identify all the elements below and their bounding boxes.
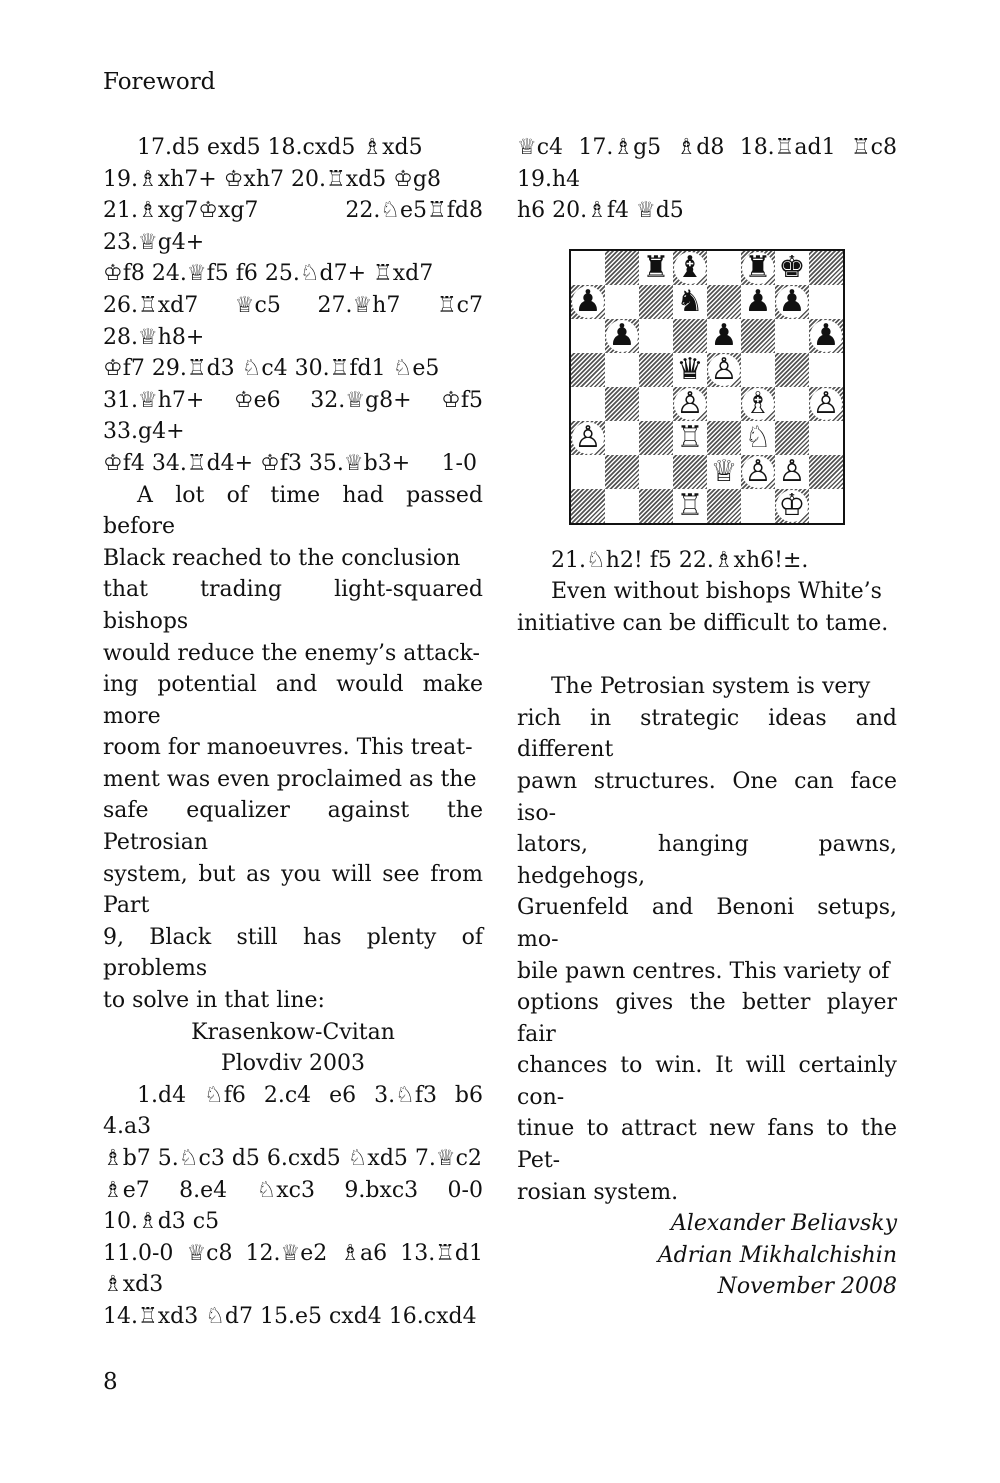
chess-piece: ♙ — [810, 388, 842, 420]
square-g2 — [775, 455, 809, 489]
square-h8 — [809, 251, 843, 285]
square-g6 — [775, 319, 809, 353]
paragraph-line: rich in strategic ideas and different — [517, 705, 897, 763]
move-line: ♔f4 34.♖d4+ ♔f3 35.♕b3+ — [103, 450, 411, 476]
square-e8 — [707, 251, 741, 285]
chess-piece: ♙ — [572, 422, 604, 454]
chess-piece: ♗ — [742, 388, 774, 420]
chess-piece: ♟ — [776, 286, 808, 318]
move-line: 11.0-0 ♕c8 12.♕e2 ♗a6 13.♖d1 ♗xd3 — [103, 1240, 483, 1298]
game-players: Krasenkow-Cvitan — [191, 1019, 395, 1045]
square-a8 — [571, 251, 605, 285]
square-h2 — [809, 455, 843, 489]
chess-board — [569, 249, 845, 525]
chess-piece: ♜ — [742, 252, 774, 284]
chess-piece: ♟ — [708, 320, 740, 352]
square-g1 — [775, 489, 809, 523]
move-line: ♔f8 24.♕f5 f6 25.♘d7+ ♖xd7 — [103, 261, 434, 287]
square-f5 — [741, 353, 775, 387]
paragraph-line: bile pawn centres. This variety of — [517, 958, 890, 984]
move-line: 1.d4 ♘f6 2.c4 e6 3.♘f3 b6 4.a3 — [103, 1082, 483, 1140]
square-d4 — [673, 387, 707, 421]
paragraph-line: Gruenfeld and Benoni setups, mo- — [517, 895, 897, 952]
square-d3 — [673, 421, 707, 455]
running-header: Foreword — [103, 69, 216, 95]
move-line: ♔f7 29.♖d3 ♘c4 30.♖fd1 ♘e5 — [103, 356, 440, 382]
square-a3 — [571, 421, 605, 455]
square-c3 — [639, 421, 673, 455]
commentary-paragraph — [517, 576, 897, 639]
chess-piece: ♚ — [776, 252, 808, 284]
square-g3 — [775, 421, 809, 455]
paragraph-line: initiative can be difficult to tame. — [517, 610, 889, 636]
chess-piece: ♜ — [640, 252, 672, 284]
page-number: 8 — [103, 1369, 118, 1395]
chess-piece: ♙ — [776, 456, 808, 488]
square-a5 — [571, 353, 605, 387]
author-name: Alexander Beliavsky — [670, 1211, 897, 1237]
square-f4 — [741, 387, 775, 421]
square-c2 — [639, 455, 673, 489]
square-g7 — [775, 285, 809, 319]
square-g8 — [775, 251, 809, 285]
square-h5 — [809, 353, 843, 387]
paragraph-line: rosian system. — [517, 1179, 679, 1205]
square-c6 — [639, 319, 673, 353]
paragraph-spacer — [517, 640, 897, 672]
square-a6 — [571, 319, 605, 353]
square-c4 — [639, 387, 673, 421]
square-d1 — [673, 489, 707, 523]
square-b2 — [605, 455, 639, 489]
square-h7 — [809, 285, 843, 319]
chess-piece: ♘ — [742, 422, 774, 454]
game-moves — [103, 1080, 483, 1333]
chess-piece: ♕ — [708, 456, 740, 488]
square-d7 — [673, 285, 707, 319]
paragraph-line: would reduce the enemy’s attack- — [103, 640, 480, 666]
chess-piece: ♖ — [674, 422, 706, 454]
paragraph-line: pawn structures. One can face iso- — [517, 768, 897, 826]
game-event: Plovdiv 2003 — [220, 1051, 366, 1077]
square-b8 — [605, 251, 639, 285]
square-h3 — [809, 421, 843, 455]
paragraph-line: to solve in that line: — [103, 988, 325, 1014]
paragraph-line: options gives the better player fair — [517, 990, 897, 1047]
signature-date: November 2008 — [717, 1274, 897, 1300]
square-c7 — [639, 285, 673, 319]
square-e2 — [707, 455, 741, 489]
game-result: 1-0 — [441, 450, 477, 476]
paragraph-line: system, but as you will see from Part — [103, 861, 483, 919]
square-b5 — [605, 353, 639, 387]
move-line: 31.♕h7+ ♔e6 32.♕g8+ ♔f5 33.g4+ — [103, 387, 483, 445]
chess-piece: ♙ — [742, 456, 774, 488]
left-column — [103, 132, 483, 1333]
square-c8 — [639, 251, 673, 285]
paragraph-line: room for manoeuvres. This treat- — [103, 735, 473, 761]
square-b6 — [605, 319, 639, 353]
square-f6 — [741, 319, 775, 353]
square-h4 — [809, 387, 843, 421]
square-b3 — [605, 421, 639, 455]
chess-piece: ♝ — [674, 252, 706, 284]
square-c1 — [639, 489, 673, 523]
move-line: h6 20.♗f4 ♕d5 — [517, 198, 684, 224]
chess-piece: ♙ — [708, 354, 740, 386]
move-line: 19.♗xh7+ ♔xh7 20.♖xd5 ♔g8 — [103, 166, 441, 192]
chess-piece: ♟ — [606, 320, 638, 352]
move-line: ♕c4 17.♗g5 ♗d8 18.♖ad1 ♖c8 19.h4 — [517, 135, 897, 192]
paragraph-line: 9, Black still has plenty of problems — [103, 924, 483, 982]
move-line: 17.d5 exd5 18.cxd5 ♗xd5 — [137, 135, 423, 160]
move-line-with-result — [103, 448, 483, 480]
square-e3 — [707, 421, 741, 455]
square-h1 — [809, 489, 843, 523]
paragraph-line: tinue to attract new fans to the Pet- — [517, 1116, 897, 1174]
chess-piece: ♟ — [810, 320, 842, 352]
move-line: ♗b7 5.♘c3 d5 6.cxd5 ♘xd5 7.♕c2 — [103, 1146, 482, 1171]
square-b7 — [605, 285, 639, 319]
square-d6 — [673, 319, 707, 353]
paragraph-line: ment was even proclaimed as the — [103, 766, 477, 792]
square-f3 — [741, 421, 775, 455]
square-d2 — [673, 455, 707, 489]
move-line: 26.♖xd7 ♕c5 27.♕h7 ♖c7 28.♕h8+ — [103, 292, 483, 350]
commentary-paragraph — [103, 480, 483, 1017]
move-line: 21.♗xg7♔xg7 22.♘e5♖fd8 23.♕g4+ — [103, 198, 483, 255]
square-g4 — [775, 387, 809, 421]
conclusion-paragraph — [517, 671, 897, 1208]
square-d5 — [673, 353, 707, 387]
square-f7 — [741, 285, 775, 319]
move-line: 14.♖xd3 ♘d7 15.e5 cxd4 16.cxd4 — [103, 1303, 477, 1329]
right-column — [517, 132, 897, 1303]
square-b1 — [605, 489, 639, 523]
square-a2 — [571, 455, 605, 489]
chess-piece: ♖ — [674, 490, 706, 522]
move-line: 21.♘h2! f5 22.♗xh6!±. — [551, 547, 809, 573]
chess-piece: ♙ — [674, 388, 706, 420]
paragraph-line: that trading light-squared bishops — [103, 577, 483, 634]
paragraph-line: Even without bishops White’s — [551, 579, 882, 605]
square-f1 — [741, 489, 775, 523]
square-b4 — [605, 387, 639, 421]
square-e7 — [707, 285, 741, 319]
square-a1 — [571, 489, 605, 523]
square-h6 — [809, 319, 843, 353]
paragraph-line: ing potential and would make more — [103, 672, 483, 729]
paragraph-line: Black reached to the conclusion — [103, 545, 461, 571]
author-name: Adrian Mikhalchishin — [657, 1242, 897, 1268]
square-e6 — [707, 319, 741, 353]
square-c5 — [639, 353, 673, 387]
move-line: ♗e7 8.e4 ♘xc3 9.bxc3 0-0 10.♗d3 c5 — [103, 1177, 483, 1235]
paragraph-line: The Petrosian system is very — [551, 674, 871, 700]
chess-piece: ♟ — [572, 286, 604, 318]
paragraph-line: safe equalizer against the Petrosian — [103, 798, 483, 856]
chess-piece: ♟ — [742, 286, 774, 318]
chess-piece: ♛ — [674, 354, 706, 386]
square-a7 — [571, 285, 605, 319]
paragraph-line: A lot of time had passed before — [103, 482, 483, 540]
chess-diagram — [569, 249, 845, 525]
square-e1 — [707, 489, 741, 523]
game-continuation — [103, 132, 483, 480]
square-f2 — [741, 455, 775, 489]
chess-piece: ♞ — [674, 286, 706, 318]
square-f8 — [741, 251, 775, 285]
square-e4 — [707, 387, 741, 421]
square-g5 — [775, 353, 809, 387]
square-a4 — [571, 387, 605, 421]
square-e5 — [707, 353, 741, 387]
chess-piece: ♔ — [776, 490, 808, 522]
square-d8 — [673, 251, 707, 285]
signature — [517, 1208, 897, 1303]
paragraph-line: lators, hanging pawns, hedgehogs, — [517, 832, 897, 889]
paragraph-line: chances to win. It will certainly con- — [517, 1053, 897, 1110]
